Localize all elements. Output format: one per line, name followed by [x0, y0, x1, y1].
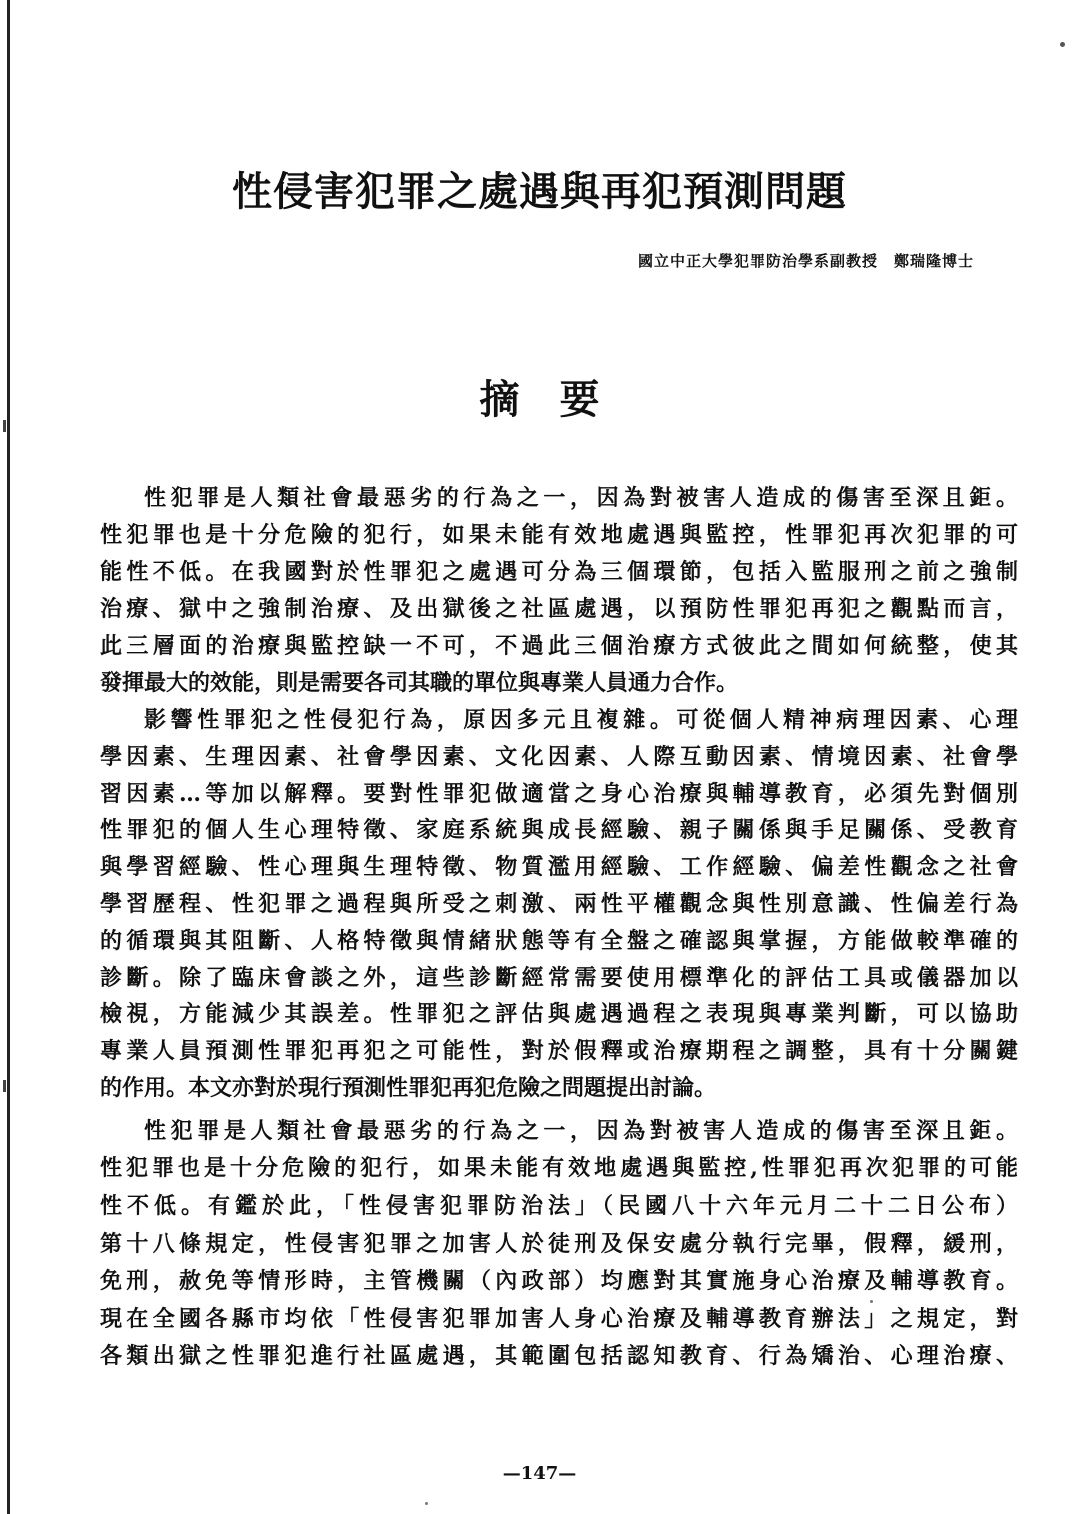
- author-affiliation: 國立中正大學犯罪防治學系副教授 鄭瑞隆博士: [637, 252, 974, 270]
- text-line: 性犯罪是人類社會最惡劣的行為之一，因為對被害人造成的傷害至深且鉅。: [144, 485, 1018, 511]
- text-line: 各類出獄之性罪犯進行社區處遇，其範圍包括認知教育、行為矯治、心理治療、: [100, 1343, 1018, 1370]
- body-text: [100, 480, 1018, 1376]
- text-line: 性犯罪也是十分危險的犯行，如果未能有效地處遇與監控,性罪犯再次犯罪的可能: [100, 1155, 1018, 1182]
- text-line: 檢視，方能減少其誤差。性罪犯之評估與處遇過程之表現與專業判斷，可以協助: [100, 1001, 1018, 1028]
- text-line: 影響性罪犯之性侵犯行為，原因多元且複雜。可從個人精神病理因素、心理: [144, 707, 1018, 733]
- text-line: 學習歷程、性犯罪之過程與所受之刺激、兩性平權觀念與性別意識、性偏差行為: [100, 890, 1018, 917]
- scan-dot: [1060, 42, 1065, 47]
- paragraph: [100, 702, 1018, 1107]
- text-line: 性不低。有鑑於此，「性侵害犯罪防治法」（民國八十六年元月二十二日公布）: [100, 1192, 1018, 1219]
- text-line: 發揮最大的效能，則是需要各司其職的單位與專業人員通力合作。: [100, 670, 739, 696]
- text-line: 治療、獄中之強制治療、及出獄後之社區處遇，以預防性罪犯再犯之觀點而言，: [100, 596, 1018, 622]
- scan-speck: [425, 1502, 428, 1505]
- text-line: 性犯罪是人類社會最惡劣的行為之一，因為對被害人造成的傷害至深且鉅。: [144, 1117, 1018, 1144]
- scan-left-border: [7, 0, 10, 1514]
- text-line: 的循環與其阻斷、人格特徵與情緒狀態等有全盤之確認與掌握，方能做較準確的: [100, 927, 1018, 954]
- text-line: 能性不低。在我國對於性罪犯之處遇可分為三個環節，包括入監服刑之前之強制: [100, 559, 1018, 585]
- page-number: —147—: [502, 1463, 577, 1484]
- text-line: 的作用。本文亦對於現行預測性罪犯再犯危險之問題提出討論。: [100, 1074, 717, 1101]
- page-title: 性侵害犯罪之處遇與再犯預測問題: [232, 169, 847, 215]
- text-line: 性罪犯的個人生心理特徵、家庭系統與成長經驗、親子關係與手足關係、受教育: [100, 817, 1018, 844]
- abstract-heading: 摘要: [479, 376, 640, 423]
- paragraph: [100, 1113, 1018, 1376]
- text-line: 診斷。除了臨床會談之外，這些診斷經常需要使用標準化的評估工具或儀器加以: [100, 964, 1018, 991]
- text-line: 免刑，赦免等情形時，主管機關（內政部）均應對其實施身心治療及輔導教育。: [100, 1268, 1018, 1295]
- text-line: 專業人員預測性罪犯再犯之可能性，對於假釋或治療期程之調整，具有十分關鍵: [100, 1038, 1018, 1065]
- text-line: 性犯罪也是十分危險的犯行，如果未能有效地處遇與監控，性罪犯再次犯罪的可: [100, 522, 1018, 548]
- paragraph: [100, 480, 1018, 702]
- text-line: 與學習經驗、性心理與生理特徵、物質濫用經驗、工作經驗、偏差性觀念之社會: [100, 854, 1018, 881]
- text-line: 習因素…等加以解釋。要對性罪犯做適當之身心治療與輔導教育，必須先對個別: [100, 780, 1018, 807]
- text-line: 此三層面的治療與監控缺一不可，不過此三個治療方式彼此之間如何統整，使其: [100, 633, 1018, 659]
- text-line: 第十八條規定，性侵害犯罪之加害人於徒刑及保安處分執行完畢，假釋，緩刑，: [100, 1230, 1018, 1257]
- text-line: 學因素、生理因素、社會學因素、文化因素、人際互動因素、情境因素、社會學: [100, 743, 1018, 770]
- scan-edge-mark: [3, 1080, 6, 1092]
- text-line: 現在全國各縣市均依「性侵害犯罪加害人身心治療及輔導教育辦法」之規定，對: [100, 1305, 1018, 1332]
